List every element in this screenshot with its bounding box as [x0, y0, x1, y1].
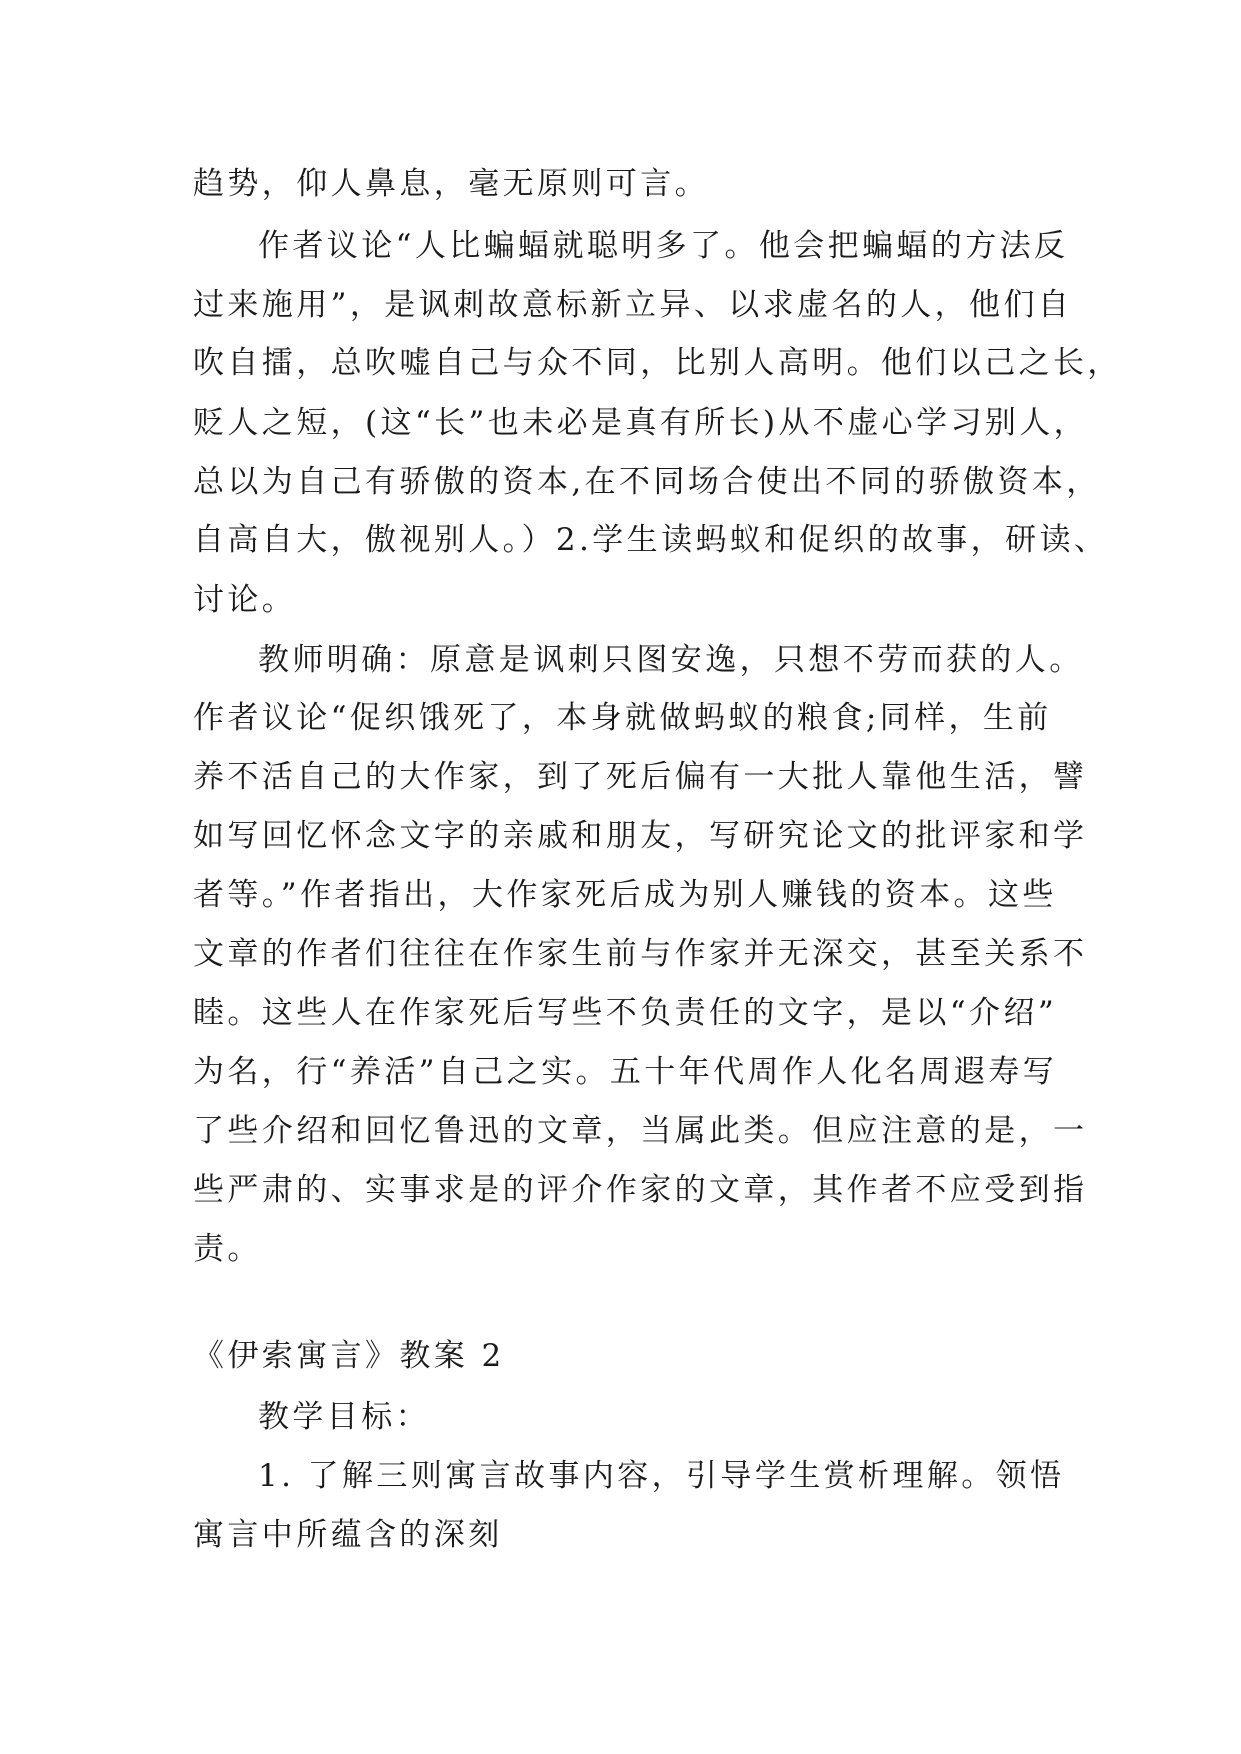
text-line: 贬人之短，(这“长”也未必是真有所长)从不虚心学习别人， [193, 405, 1089, 441]
text-line: 教学目标： [258, 1399, 430, 1435]
text-line: 1. 了解三则寓言故事内容，引导学生赏析理解。领悟 [258, 1458, 1065, 1494]
text-line: 寓言中所蕴含的深刻 [193, 1517, 503, 1553]
text-line: 责。 [193, 1231, 262, 1267]
text-line: 作者议论“人比蝙蝠就聪明多了。他会把蝙蝠的方法反 [258, 228, 1069, 264]
text-line: 教师明确：原意是讽刺只图安逸，只想不劳而获的人。 [258, 642, 1084, 678]
text-line: 睦。这些人在作家死后写些不负责任的文字，是以“介绍” [193, 995, 1058, 1031]
text-line: 了些介绍和回忆鲁迅的文章，当属此类。但应注意的是，一 [193, 1113, 1088, 1149]
text-line: 自高自大，傲视别人。）2.学生读蚂蚁和促织的故事，研读、 [193, 522, 1109, 558]
text-line: 吹自擂，总吹嘘自己与众不同，比别人高明。他们以己之长， [193, 345, 1122, 381]
section-title: 《伊索寓言》教案 2 [193, 1338, 505, 1374]
text-line: 总以为自己有骄傲的资本,在不同场合使出不同的骄傲资本， [193, 464, 1101, 500]
text-line: 者等。”作者指出，大作家死后成为别人赚钱的资本。这些 [193, 877, 1057, 913]
text-line: 为名，行“养活”自己之实。五十年代周作人化名周遐寿写 [193, 1054, 1058, 1090]
text-line: 讨论。 [193, 582, 297, 618]
text-line: 过来施用”，是讽刺故意标新立异、以求虚名的人，他们自 [193, 287, 1073, 323]
text-line: 养不活自己的大作家，到了死后偏有一大批人靠他生活，譬 [193, 759, 1088, 795]
text-line: 文章的作者们往往在作家生前与作家并无深交，甚至关系不 [193, 936, 1088, 972]
text-line: 如写回忆怀念文字的亲戚和朋友，写研究论文的批评家和学 [193, 818, 1088, 854]
text-line: 作者议论“促织饿死了，本身就做蚂蚁的粮食;同样，生前 [193, 700, 1052, 736]
text-line: 趋势，仰人鼻息，毫无原则可言。 [193, 166, 709, 202]
text-line: 些严肃的、实事求是的评介作家的文章，其作者不应受到指 [193, 1172, 1088, 1208]
